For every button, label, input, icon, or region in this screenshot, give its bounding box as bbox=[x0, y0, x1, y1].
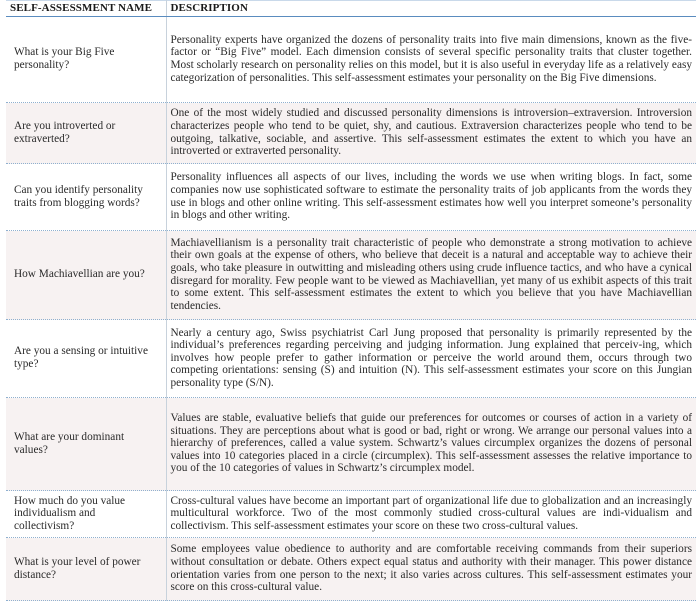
table-row bbox=[6, 491, 696, 538]
assessment-name: Are you introverted or extraverted? bbox=[6, 103, 166, 164]
assessment-description: Values are stable, evaluative beliefs that guide our preferences for outcomes or courses of action in a variety of situations. They are perceptions about what is good or bad, right or wrong. We arrange our personal values into a hierarchy of preferences, called a value system. Schwartz’s values circumplex organizes the dozens of personal values into 10 categories placed in a circle (circumplex). This self-assessment assesses the relative importance to you of the 10 categories of values in Schwartz’s circumplex model. bbox=[166, 398, 696, 491]
table-row bbox=[6, 538, 696, 601]
table-header bbox=[6, 1, 696, 17]
assessment-name: How Machiavellian are you? bbox=[6, 231, 166, 320]
assessment-description: Cross-cultural values have become an important part of organizational life due to globalization and an increasingly multicultural workforce. Two of the most commonly studied cross-cultural values are indi-vidualism and collectivism. This self-assessment estimates your score on these two cross-cultural values. bbox=[166, 491, 696, 538]
assessment-name: Can you identify personality traits from blogging words? bbox=[6, 164, 166, 231]
assessment-description: Nearly a century ago, Swiss psychiatrist Carl Jung proposed that personality is primarily represented by the individual’s preferences regarding perceiving and judging information. Jung explained that perceiv-ing, which involves how people prefer to gather information or perceive the world around them, occurs through two competing orientations: sensing (S) and intuition (N). This self-assessment estimates your score on this Jungian personality type (S/N). bbox=[166, 320, 696, 398]
assessment-description: One of the most widely studied and discussed personality dimensions is introversion–extraversion. Introversion characterizes people who tend to be quiet, shy, and cautious. Extraversion characterizes people who tend to be outgoing, talkative, sociable, and assertive. This self-assessment estimates the extent to which you have an introverted or extraverted personality. bbox=[166, 103, 696, 164]
table-row bbox=[6, 398, 696, 491]
assessment-description: Personality influences all aspects of our lives, including the words we use when writing blogs. In fact, some companies now use sophisticated software to estimate the personality traits of job applicants from the words they use in blogs and other online writing. This self-assessment estimates how well you interpret someone’s personality in blogs and other writing. bbox=[166, 164, 696, 231]
assessment-name: What is your Big Five personality? bbox=[6, 17, 166, 103]
self-assessment-table bbox=[6, 0, 696, 601]
assessment-name: Are you a sensing or intuitive type? bbox=[6, 320, 166, 398]
column-header-description: DESCRIPTION bbox=[166, 1, 696, 17]
table-row bbox=[6, 103, 696, 164]
table-row bbox=[6, 17, 696, 103]
table-row bbox=[6, 320, 696, 398]
table-body bbox=[6, 17, 696, 601]
assessment-description: Some employees value obedience to authority and are comfortable receiving commands from their superiors without consultation or debate. Others expect equal status and authority with their manager. This power distance orientation varies from one person to the next; it also varies across cultures. This self-assessment estimates your score on this cross-cultural value. bbox=[166, 538, 696, 601]
table-row bbox=[6, 164, 696, 231]
column-header-name: SELF-ASSESSMENT NAME bbox=[6, 1, 166, 17]
assessment-description: Machiavellianism is a personality trait characteristic of people who demonstrate a strong motivation to achieve their own goals at the expense of others, who believe that deceit is a natural and acceptable way to achieve their goals, who take pleasure in outwitting and misleading others using crude influence tactics, and who have a cynical disregard for morality. Few people want to be viewed as Machiavellian, yet many of us exhibit aspects of this trait to some extent. This self-assessment estimates the extent to which you believe that you have Machiavellian tendencies. bbox=[166, 231, 696, 320]
assessment-name: What are your dominant values? bbox=[6, 398, 166, 491]
table-row bbox=[6, 231, 696, 320]
assessment-name: How much do you value individualism and collectivism? bbox=[6, 491, 166, 538]
header-row bbox=[6, 1, 696, 17]
assessment-description: Personality experts have organized the dozens of personality traits into five main dimensions, known as the five-factor or “Big Five” model. Each dimension consists of several specific personality traits that cluster together. Most scholarly research on personality relies on this model, but it is also useful in everyday life as a relatively easy categorization of personalities. This self-assessment estimates your personality on the Big Five dimensions. bbox=[166, 17, 696, 103]
assessment-name: What is your level of power distance? bbox=[6, 538, 166, 601]
